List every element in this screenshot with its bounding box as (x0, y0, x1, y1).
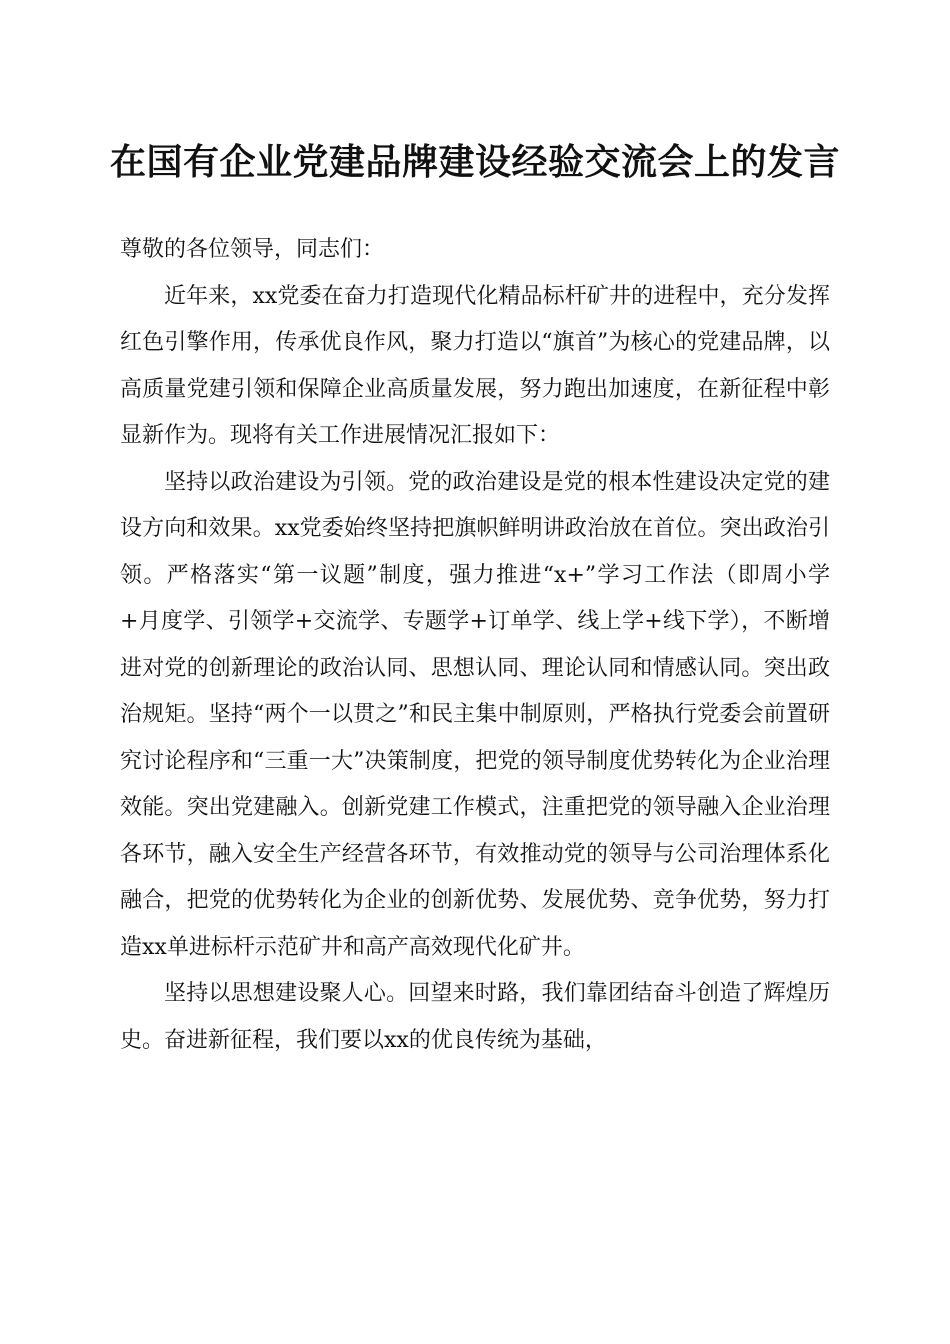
paragraph-intro: 近年来，xx党委在奋力打造现代化精品标杆矿井的进程中，充分发挥红色引擎作用，传承优良作风，聚力打造以“旗首”为核心的党建品牌，以高质量党建引领和保障企业高质量发展，努力跑出加速度，在新征程中彰显新作为。现将有关工作进展情况汇报如下： (120, 283, 830, 448)
document-body (120, 227, 830, 1064)
document-title: 在国有企业党建品牌建设经验交流会上的发言 (109, 141, 840, 183)
paragraph-ideological-building: 坚持以思想建设聚人心。回望来时路，我们靠团结奋斗创造了辉煌历史。奋进新征程，我们要以xx的优良传统为基础， (120, 981, 830, 1053)
paragraph-political-building: 坚持以政治建设为引领。党的政治建设是党的根本性建设决定党的建设方向和效果。xx党委始终坚持把旗帜鲜明讲政治放在首位。突出政治引领。严格落实“第一议题”制度，强力推进“x+”学习工作法（即周小学+月度学、引领学+交流学、专题学+订单学、线上学+线下学），不断增进对党的创新理论的政治认同、思想认同、理论认同和情感认同。突出政治规矩。坚持“两个一以贯之”和民主集中制原则，严格执行党委会前置研究讨论程序和“三重一大”决策制度，把党的领导制度优势转化为企业治理效能。突出党建融入。创新党建工作模式，注重把党的领导融入企业治理各环节，融入安全生产经营各环节，有效推动党的领导与公司治理体系化融合，把党的优势转化为企业的创新优势、发展优势、竞争优势，努力打造xx单进标杆示范矿井和高产高效现代化矿井。 (120, 469, 830, 960)
salutation: 尊敬的各位领导，同志们： (120, 237, 385, 262)
